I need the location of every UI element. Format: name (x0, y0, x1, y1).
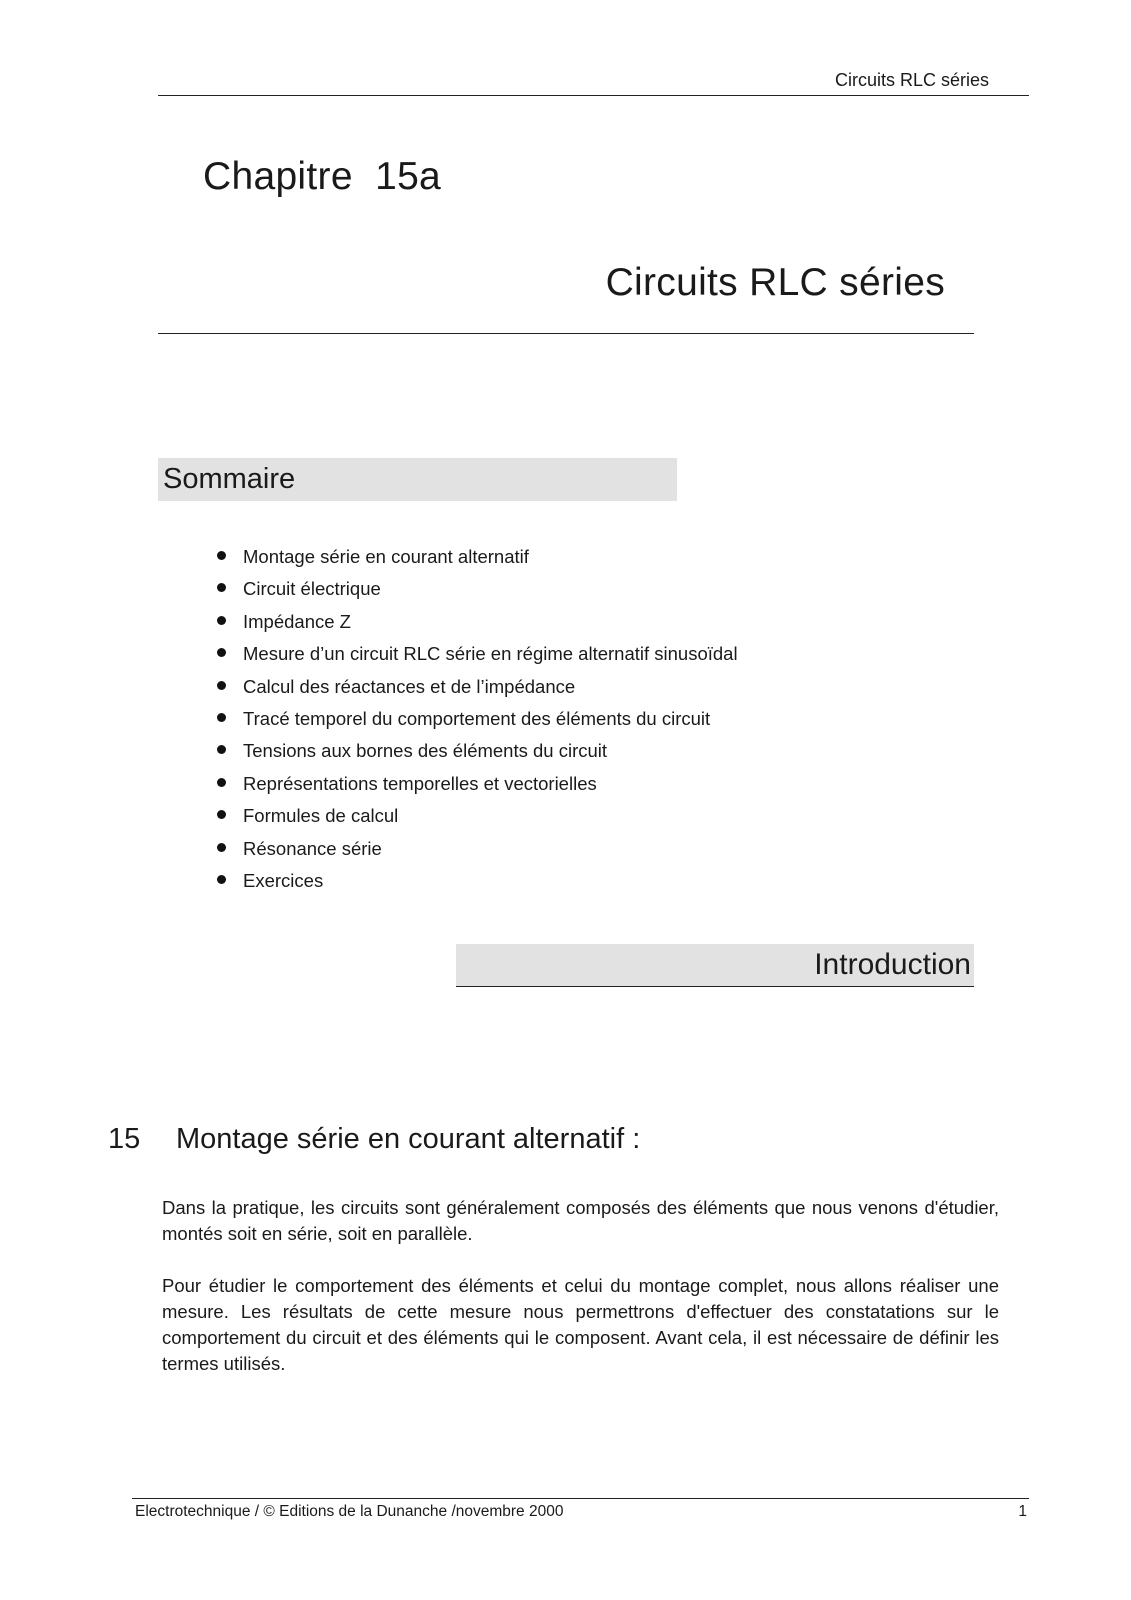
page-number: 1 (1018, 1503, 1027, 1520)
bullet-icon (217, 583, 226, 592)
summary-item-text: Calcul des réactances et de l’impédance (243, 675, 576, 697)
chapter-label: Chapitre 15a (203, 155, 442, 198)
summary-item (214, 869, 738, 901)
bullet-icon (217, 681, 226, 690)
summary-item-text: Montage série en courant alternatif (243, 546, 529, 567)
summary-item (214, 642, 738, 674)
running-header: Circuits RLC séries (834, 70, 989, 90)
bullet-icon (217, 648, 226, 657)
summary-item (214, 675, 738, 707)
summary-item (214, 804, 738, 836)
summary-item (214, 772, 738, 804)
bullet-icon (217, 810, 226, 819)
bullet-icon (217, 778, 226, 787)
introduction-heading: Introduction (814, 948, 971, 981)
summary-list (214, 545, 738, 901)
introduction-heading-box (456, 944, 974, 987)
bullet-icon (217, 551, 226, 560)
footer-divider (132, 1498, 1029, 1499)
footer-text: Electrotechnique / © Editions de la Dunanche /novembre 2000 (135, 1503, 564, 1520)
section-number: 15 (108, 1123, 141, 1155)
summary-item-text: Tensions aux bornes des éléments du circuit (243, 740, 608, 762)
body-paragraph: Pour étudier le comportement des éléments et celui du montage complet, nous allons réaliser une mesure. Les résultats de cette mesure nous permettrons d'effectuer des constatations sur le comportement du circuit et des éléments qui le composent. Avant cela, il est nécessaire de définir les termes utilisés. (162, 1275, 999, 1374)
section-title: Montage série en courant alternatif : (176, 1123, 641, 1155)
summary-item-text: Impédance Z (243, 610, 351, 632)
title-divider (158, 333, 974, 334)
summary-item (214, 739, 738, 771)
summary-item-text: Mesure d’un circuit RLC série en régime alternatif sinusoïdal (243, 643, 738, 665)
chapter-title: Circuits RLC séries (605, 261, 945, 304)
bullet-icon (217, 843, 226, 852)
summary-item-text: Formules de calcul (243, 805, 399, 827)
summary-heading: Sommaire (163, 463, 296, 495)
summary-item (214, 545, 738, 577)
summary-heading-box (158, 458, 677, 501)
summary-item-text: Tracé temporel du comportement des éléments du circuit (243, 707, 711, 729)
summary-item-text: Circuit électrique (243, 578, 381, 600)
bullet-icon (217, 713, 226, 722)
bullet-icon (217, 616, 226, 625)
bullet-icon (217, 875, 226, 884)
header-divider (158, 95, 1029, 96)
summary-item (214, 577, 738, 609)
body-paragraph: Dans la pratique, les circuits sont généralement composés des éléments que nous venons d'étudier, montés soit en série, soit en parallèle. (162, 1197, 999, 1244)
summary-item-text: Représentations temporelles et vectorielles (243, 772, 597, 794)
summary-item (214, 610, 738, 642)
summary-item-text: Exercices (243, 869, 324, 891)
summary-item-text: Résonance série (243, 837, 382, 859)
summary-item (214, 707, 738, 739)
bullet-icon (217, 745, 226, 754)
summary-item (214, 837, 738, 869)
